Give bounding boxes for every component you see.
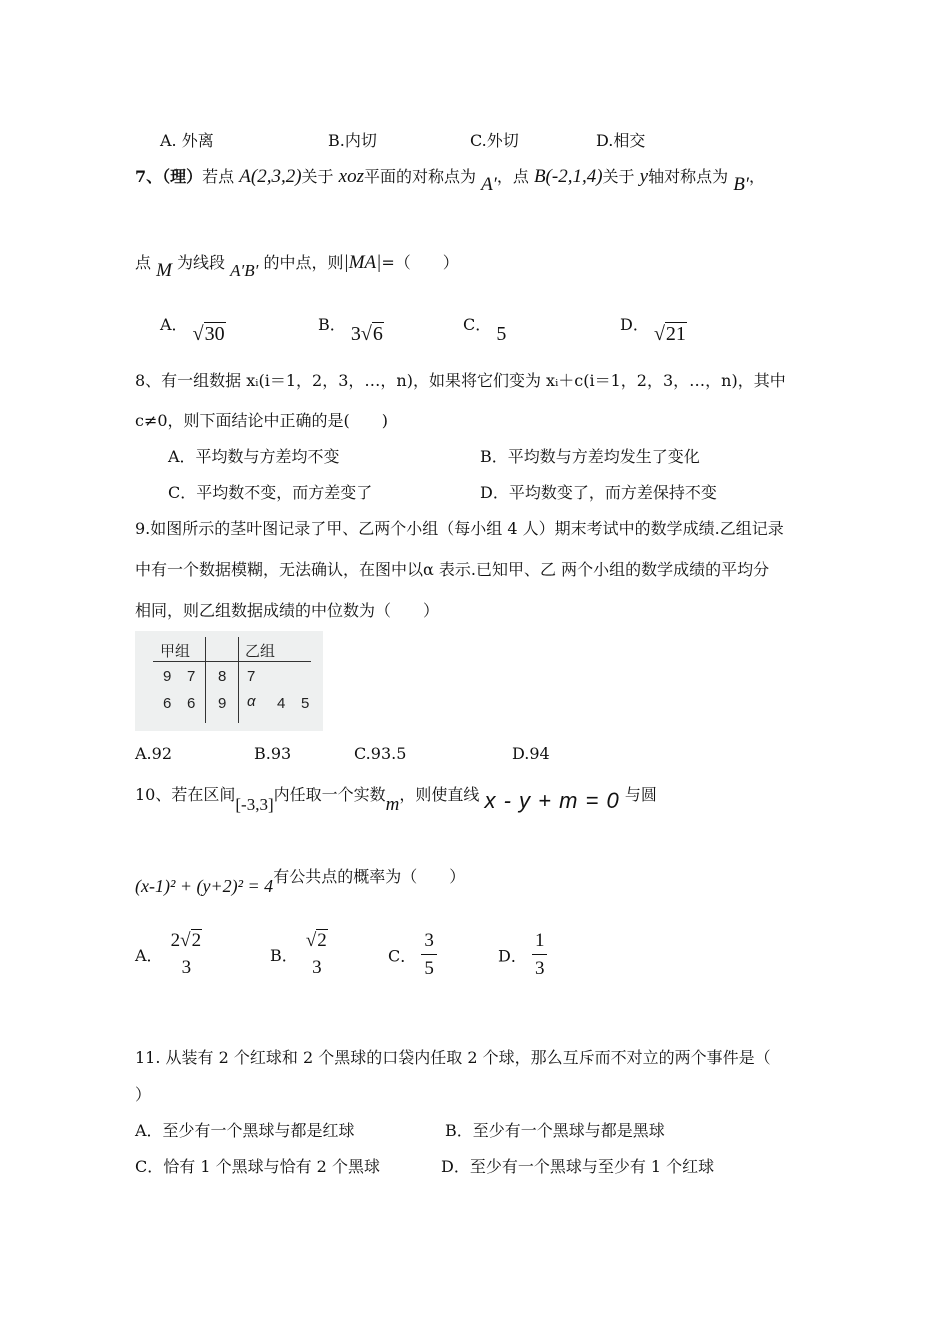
q7-text: 关于	[301, 167, 334, 186]
q7-a-prime: A′	[481, 174, 497, 195]
q7-option-b	[318, 312, 384, 345]
q8-option-a: A．平均数与方差均不变	[168, 447, 340, 466]
question-11-line-2: ）	[135, 1085, 152, 1104]
stem-leaf-leaf: 7	[247, 668, 256, 685]
sqrt-expression: √21	[653, 323, 686, 345]
q11-option-a: A．至少有一个黑球与都是红球	[135, 1121, 355, 1140]
question-9-line-1: 9.如图所示的茎叶图记录了甲、乙两个小组（每小组 4 人）期末考试中的数学成绩.乙组记录	[135, 519, 784, 538]
q7-text: 的中点，则	[263, 253, 344, 272]
q9-option-a: A.92	[135, 744, 172, 763]
q10-option-label: C．	[388, 946, 417, 966]
stem-leaf-stem: 9	[218, 695, 227, 712]
question-11-line-1: 11. 从装有 2 个红球和 2 个黑球的口袋内任取 2 个球，那么互斥而不对立的两个事件是（	[135, 1048, 771, 1067]
q6-option-b: B.内切	[328, 131, 377, 150]
frac-den: 3	[534, 957, 545, 979]
q7-option-c-value: 5	[496, 323, 507, 345]
q7-option-label: B．	[318, 315, 346, 334]
question-8-line-1: 8、有一组数据 xᵢ(i＝1，2，3，…，n)，如果将它们变为 xᵢ＋c(i＝1，2，3，…，n)，其中	[135, 371, 786, 390]
q11-option-c: C．恰有 1 个黑球与恰有 2 个黑球	[135, 1157, 380, 1176]
q10-line-equation: x - y + m = 0	[484, 788, 620, 813]
q7-point-m: M	[156, 260, 172, 281]
q9-option-b: B.93	[254, 744, 292, 763]
frac-num-coef: 2	[170, 930, 181, 951]
stem-leaf-left-rule	[205, 637, 206, 723]
q10-option-label: D．	[498, 946, 527, 966]
fraction	[532, 930, 548, 980]
q7-text: 若点	[202, 167, 235, 186]
q7-text: 点	[135, 253, 152, 272]
q7-text: ，	[748, 167, 765, 186]
q6-option-c: C.外切	[470, 131, 519, 150]
fraction: 2√2 3	[168, 930, 205, 979]
q7-option-d	[620, 312, 687, 345]
q7-number: 7、	[135, 167, 163, 186]
stem-leaf-leaf: 4	[277, 695, 286, 712]
q7-option-a-value: 30	[204, 323, 225, 345]
stem-leaf-leaf: 6	[187, 695, 196, 712]
question-10-line-1	[135, 780, 657, 815]
question-7-line-1	[135, 164, 765, 195]
frac-den: 5	[424, 957, 434, 979]
stem-leaf-header-right: 乙组	[245, 643, 276, 660]
q10-text: 内任取一个实数	[273, 785, 386, 804]
stem-leaf-leaf: 7	[187, 668, 196, 685]
stem-leaf-leaf: 5	[301, 695, 310, 712]
q11-option-d: D．至少有一个黑球与至少有 1 个红球	[441, 1157, 715, 1176]
q9-option-d: D.94	[512, 744, 550, 763]
q7-segment: A′B′	[230, 261, 259, 280]
q6-option-d: D.相交	[596, 131, 646, 150]
stem-leaf-leaf-alpha: α	[247, 693, 256, 710]
q7-b-prime: B′	[733, 174, 749, 195]
question-9-line-2: 中有一个数据模糊，无法确认，在图中以α 表示.已知甲、乙 两个小组的数学成绩的平均分	[135, 560, 770, 579]
q7-axis: y	[639, 166, 649, 187]
q7-plane: xoz	[338, 166, 364, 187]
stem-leaf-header-rule	[153, 661, 311, 662]
q8-option-d: D．平均数变了，而方差保持不变	[480, 483, 717, 502]
q10-text: 10、若在区间	[135, 785, 236, 804]
frac-den: 3	[312, 956, 322, 978]
stem-leaf-stem: 8	[218, 668, 227, 685]
q7-point-b: B(-2,1,4)	[533, 166, 603, 187]
q7-text: 轴对称点为	[648, 167, 729, 186]
stem-leaf-leaf: 6	[163, 695, 172, 712]
q10-text: ，则使直线	[399, 785, 480, 804]
q7-text: =（ ）	[381, 253, 459, 272]
q6-option-a: A. 外离	[160, 131, 214, 150]
q10-option-label: A．	[135, 945, 163, 965]
q7-text: ，点	[496, 167, 529, 186]
q10-option-b	[270, 930, 331, 979]
q10-option-c	[388, 930, 437, 980]
q7-option-d-value: 21	[665, 323, 686, 345]
stem-leaf-plot	[135, 631, 323, 731]
q7-option-label: C．	[463, 315, 492, 334]
q7-option-c	[463, 312, 507, 345]
fraction: √2 3	[303, 930, 331, 979]
q7-option-b-coef: 3	[350, 323, 361, 345]
q10-variable-m: m	[385, 794, 400, 815]
q10-interval: [-3,3]	[235, 795, 274, 814]
q8-option-c: C．平均数不变，而方差变了	[168, 483, 373, 502]
q10-text: 有公共点的概率为（ ）	[273, 867, 466, 886]
q10-option-a	[135, 930, 205, 979]
q10-text: 与圆	[624, 785, 657, 804]
frac-num: 1	[532, 930, 548, 955]
q10-option-d	[498, 930, 547, 980]
q7-tag: （理）	[162, 167, 203, 186]
stem-leaf-leaf: 9	[163, 668, 172, 685]
question-9-line-3: 相同，则乙组数据成绩的中位数为（ ）	[135, 601, 440, 620]
q7-text: 平面的对称点为	[363, 167, 476, 186]
frac-num-rad: 2	[191, 930, 202, 951]
q11-option-b: B．至少有一个黑球与都是黑球	[445, 1121, 665, 1140]
question-8-line-2: c≠0，则下面结论中正确的是( )	[135, 411, 389, 430]
q7-distance: |MA|	[343, 252, 382, 273]
sqrt-expression: 3√6	[350, 323, 383, 345]
question-7-line-2	[135, 250, 459, 281]
q7-option-label: A．	[160, 315, 188, 334]
stem-leaf-right-rule	[238, 637, 239, 723]
q7-option-a	[160, 312, 226, 345]
q7-point-a: A(2,3,2)	[239, 166, 302, 187]
q7-text: 关于	[602, 167, 635, 186]
fraction	[421, 930, 437, 980]
q7-option-b-value: 6	[372, 323, 383, 345]
q7-option-label: D．	[620, 315, 649, 334]
q8-option-b: B．平均数与方差均发生了变化	[480, 447, 700, 466]
stem-leaf-header-left: 甲组	[160, 643, 191, 660]
q9-option-c: C.93.5	[354, 744, 407, 763]
q10-circle-equation: (x-1)² + (y+2)² = 4	[135, 876, 274, 896]
frac-den: 3	[181, 956, 192, 978]
q10-option-label: B．	[270, 945, 298, 965]
frac-num-rad: 2	[317, 930, 327, 951]
sqrt-expression: √30	[192, 323, 225, 345]
q7-text: 为线段	[177, 253, 226, 272]
question-10-line-2	[135, 864, 466, 896]
frac-num: 3	[421, 930, 437, 955]
